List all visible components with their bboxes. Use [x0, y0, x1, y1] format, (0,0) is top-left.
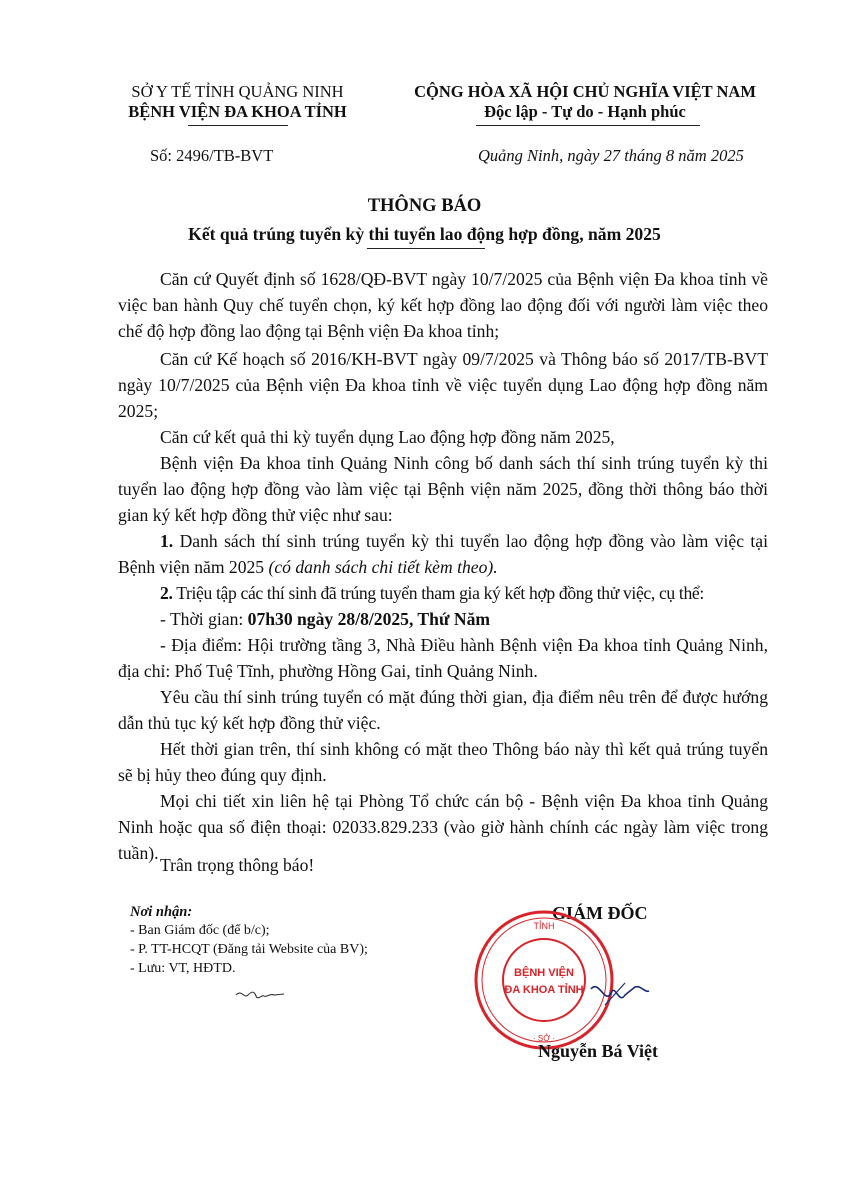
national-title: CỘNG HÒA XÃ HỘI CHỦ NGHĨA VIỆT NAM — [414, 82, 756, 101]
stamp-inner-line2: ĐA KHOA TỈNH — [504, 984, 584, 996]
subtitle-underline — [367, 248, 485, 249]
paragraph-item-1: 1. Danh sách thí sinh trúng tuyển kỳ thi tuyển lao động hợp đồng vào làm việc tại Bệnh viện năm 2025 (có danh sách chi tiết kèm theo). — [118, 531, 768, 577]
initials-mark — [232, 985, 287, 1005]
motto-underline — [476, 125, 700, 126]
paragraph-location: - Địa điểm: Hội trường tầng 3, Nhà Điều hành Bệnh viện Đa khoa tỉnh Quảng Ninh, địa chỉ: Phố Tuệ Tĩnh, phường Hồng Gai, tỉnh Quảng Ninh. — [118, 635, 768, 681]
hospital-name: BỆNH VIỆN ĐA KHOA TỈNH — [128, 102, 347, 121]
stamp-inner-line1: BỆNH VIỆN — [514, 967, 574, 979]
signature-scribble — [585, 975, 655, 1015]
document-title: THÔNG BÁO — [367, 196, 482, 216]
signer-name: Nguyễn Bá Việt — [538, 1041, 659, 1061]
recipient-item: - P. TT-HCQT (Đăng tải Website của BV); — [130, 942, 368, 957]
signer-position: GIÁM ĐỐC — [552, 903, 648, 923]
paragraph-item-2: 2. Triệu tập các thí sinh đã trúng tuyển tham gia ký kết hợp đồng thử việc, cụ thể: — [160, 583, 704, 603]
document-subtitle: Kết quả trúng tuyển kỳ thi tuyển lao động hợp đồng, năm 2025 — [188, 224, 661, 244]
agency-name: SỞ Y TẾ TỈNH QUẢNG NINH — [131, 82, 344, 101]
place-date: Quảng Ninh, ngày 27 tháng 8 năm 2025 — [478, 146, 744, 165]
paragraph-closing: Trân trọng thông báo! — [160, 855, 315, 875]
paragraph-basis-plan: Căn cứ Kế hoạch số 2016/KH-BVT ngày 09/7/2025 và Thông báo số 2017/TB-BVT ngày 10/7/2025 của Bệnh viện Đa khoa tỉnh về việc tuyển dụng Lao động hợp đồng năm 2025; — [118, 349, 768, 421]
paragraph-announcement: Bệnh viện Đa khoa tỉnh Quảng Ninh công bố danh sách thí sinh trúng tuyển kỳ thi tuyển lao động hợp đồng vào làm việc tại Bệnh viện năm 2025, đồng thời thông báo thời gian ký kết hợp đồng thử việc như sau: — [118, 453, 768, 525]
paragraph-requirement: Yêu cầu thí sinh trúng tuyển có mặt đúng thời gian, địa điểm nêu trên để được hướng dẫn thủ tục ký kết hợp đồng thử việc. — [118, 687, 768, 733]
paragraph-expiry: Hết thời gian trên, thí sinh không có mặt theo Thông báo này thì kết quả trúng tuyển sẽ bị hủy theo đúng quy định. — [118, 739, 768, 785]
left-header-underline — [188, 125, 288, 126]
paragraph-contact: Mọi chi tiết xin liên hệ tại Phòng Tổ chức cán bộ - Bệnh viện Đa khoa tỉnh Quảng Ninh hoặc qua số điện thoại: 02033.829.233 (vào giờ hành chính các ngày làm việc trong tuần). — [118, 791, 768, 863]
svg-text:TỈNH: TỈNH — [533, 921, 555, 931]
paragraph-basis-result: Căn cứ kết quả thi kỳ tuyển dụng Lao động hợp đồng năm 2025, — [160, 427, 615, 447]
paragraph-time: - Thời gian: 07h30 ngày 28/8/2025, Thứ Năm — [160, 609, 491, 629]
recipients-title: Nơi nhận: — [130, 904, 193, 920]
recipient-item: - Lưu: VT, HĐTD. — [130, 961, 236, 976]
document-number: Số: 2496/TB-BVT — [150, 146, 274, 165]
paragraph-basis-decision: Căn cứ Quyết định số 1628/QĐ-BVT ngày 10/7/2025 của Bệnh viện Đa khoa tỉnh về việc ban hành Quy chế tuyển chọn, ký kết hợp đồng lao động đối với người làm việc theo chế độ hợp đồng lao động tại Bệnh viện Đa khoa tỉnh; — [118, 269, 768, 341]
recipient-item: - Ban Giám đốc (để b/c); — [130, 923, 270, 938]
svg-text:· SỞ ·: · SỞ · — [533, 1034, 555, 1043]
national-motto: Độc lập - Tự do - Hạnh phúc — [484, 102, 686, 121]
